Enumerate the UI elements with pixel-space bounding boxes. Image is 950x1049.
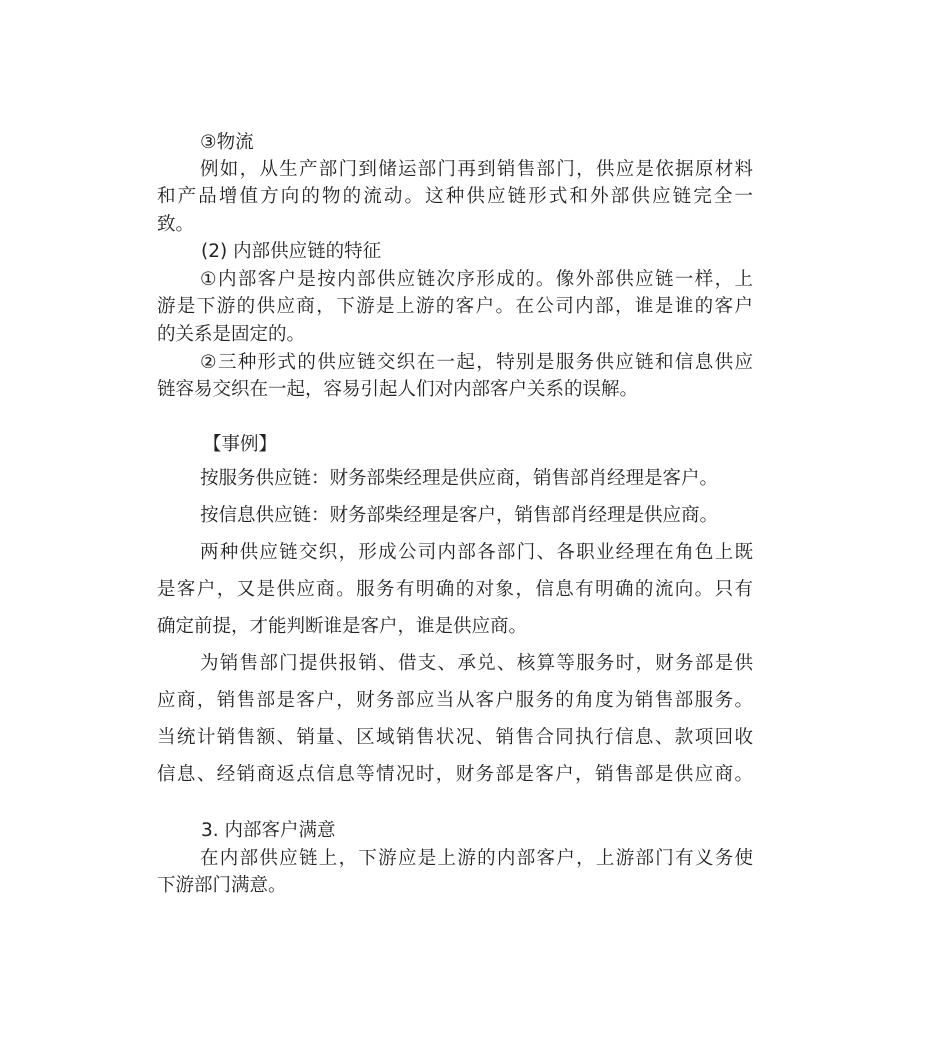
- section-heading-3: 3. 内部客户满意: [201, 820, 336, 841]
- paragraph-line: 当统计销售额、销量、区域销售状况、销售合同执行信息、款项回收: [157, 727, 753, 748]
- paragraph-line: ①内部客户是按内部供应链次序形成的。像外部供应链一样，上: [200, 269, 753, 290]
- paragraph-line: 为销售部门提供报销、借支、承兑、核算等服务时，财务部是供: [200, 653, 753, 674]
- paragraph-line: 致。: [157, 214, 195, 235]
- paragraph-line: 按信息供应链：财务部柴经理是客户，销售部肖经理是供应商。: [200, 505, 719, 526]
- subheading-logistics: ③物流: [200, 132, 254, 153]
- paragraph-line: 应商，销售部是客户，财务部应当从客户服务的角度为销售部服务。: [157, 690, 753, 711]
- paragraph-line: 链容易交织在一起，容易引起人们对内部客户关系的误解。: [157, 379, 639, 400]
- paragraph-line: 是客户，又是供应商。服务有明确的对象，信息有明确的流向。只有: [157, 579, 753, 600]
- paragraph-line: ②三种形式的供应链交织在一起，特别是服务供应链和信息供应: [200, 352, 753, 373]
- paragraph-line: 信息、经销商返点信息等情况时，财务部是客户，销售部是供应商。: [157, 764, 753, 785]
- paragraph-line: 在内部供应链上，下游应是上游的内部客户，上游部门有义务使: [200, 848, 753, 869]
- paragraph-line: 游是下游的供应商，下游是上游的客户。在公司内部，谁是谁的客户: [157, 296, 753, 317]
- paragraph-line: 确定前提，才能判断谁是客户，谁是供应商。: [157, 616, 528, 637]
- paragraph-line: 两种供应链交织，形成公司内部各部门、各职业经理在角色上既: [200, 542, 753, 563]
- example-heading: 【事例】: [203, 434, 278, 455]
- paragraph-line: 和产品增值方向的物的流动。这种供应链形式和外部供应链完全一: [157, 186, 753, 207]
- paragraph-line: 按服务供应链：财务部柴经理是供应商，销售部肖经理是客户。: [200, 468, 719, 489]
- section-heading-2: (2) 内部供应链的特征: [201, 241, 382, 262]
- paragraph-line: 下游部门满意。: [157, 875, 287, 896]
- paragraph-line: 的关系是固定的。: [157, 324, 306, 345]
- paragraph-line: 例如，从生产部门到储运部门再到销售部门，供应是依据原材料: [200, 159, 753, 180]
